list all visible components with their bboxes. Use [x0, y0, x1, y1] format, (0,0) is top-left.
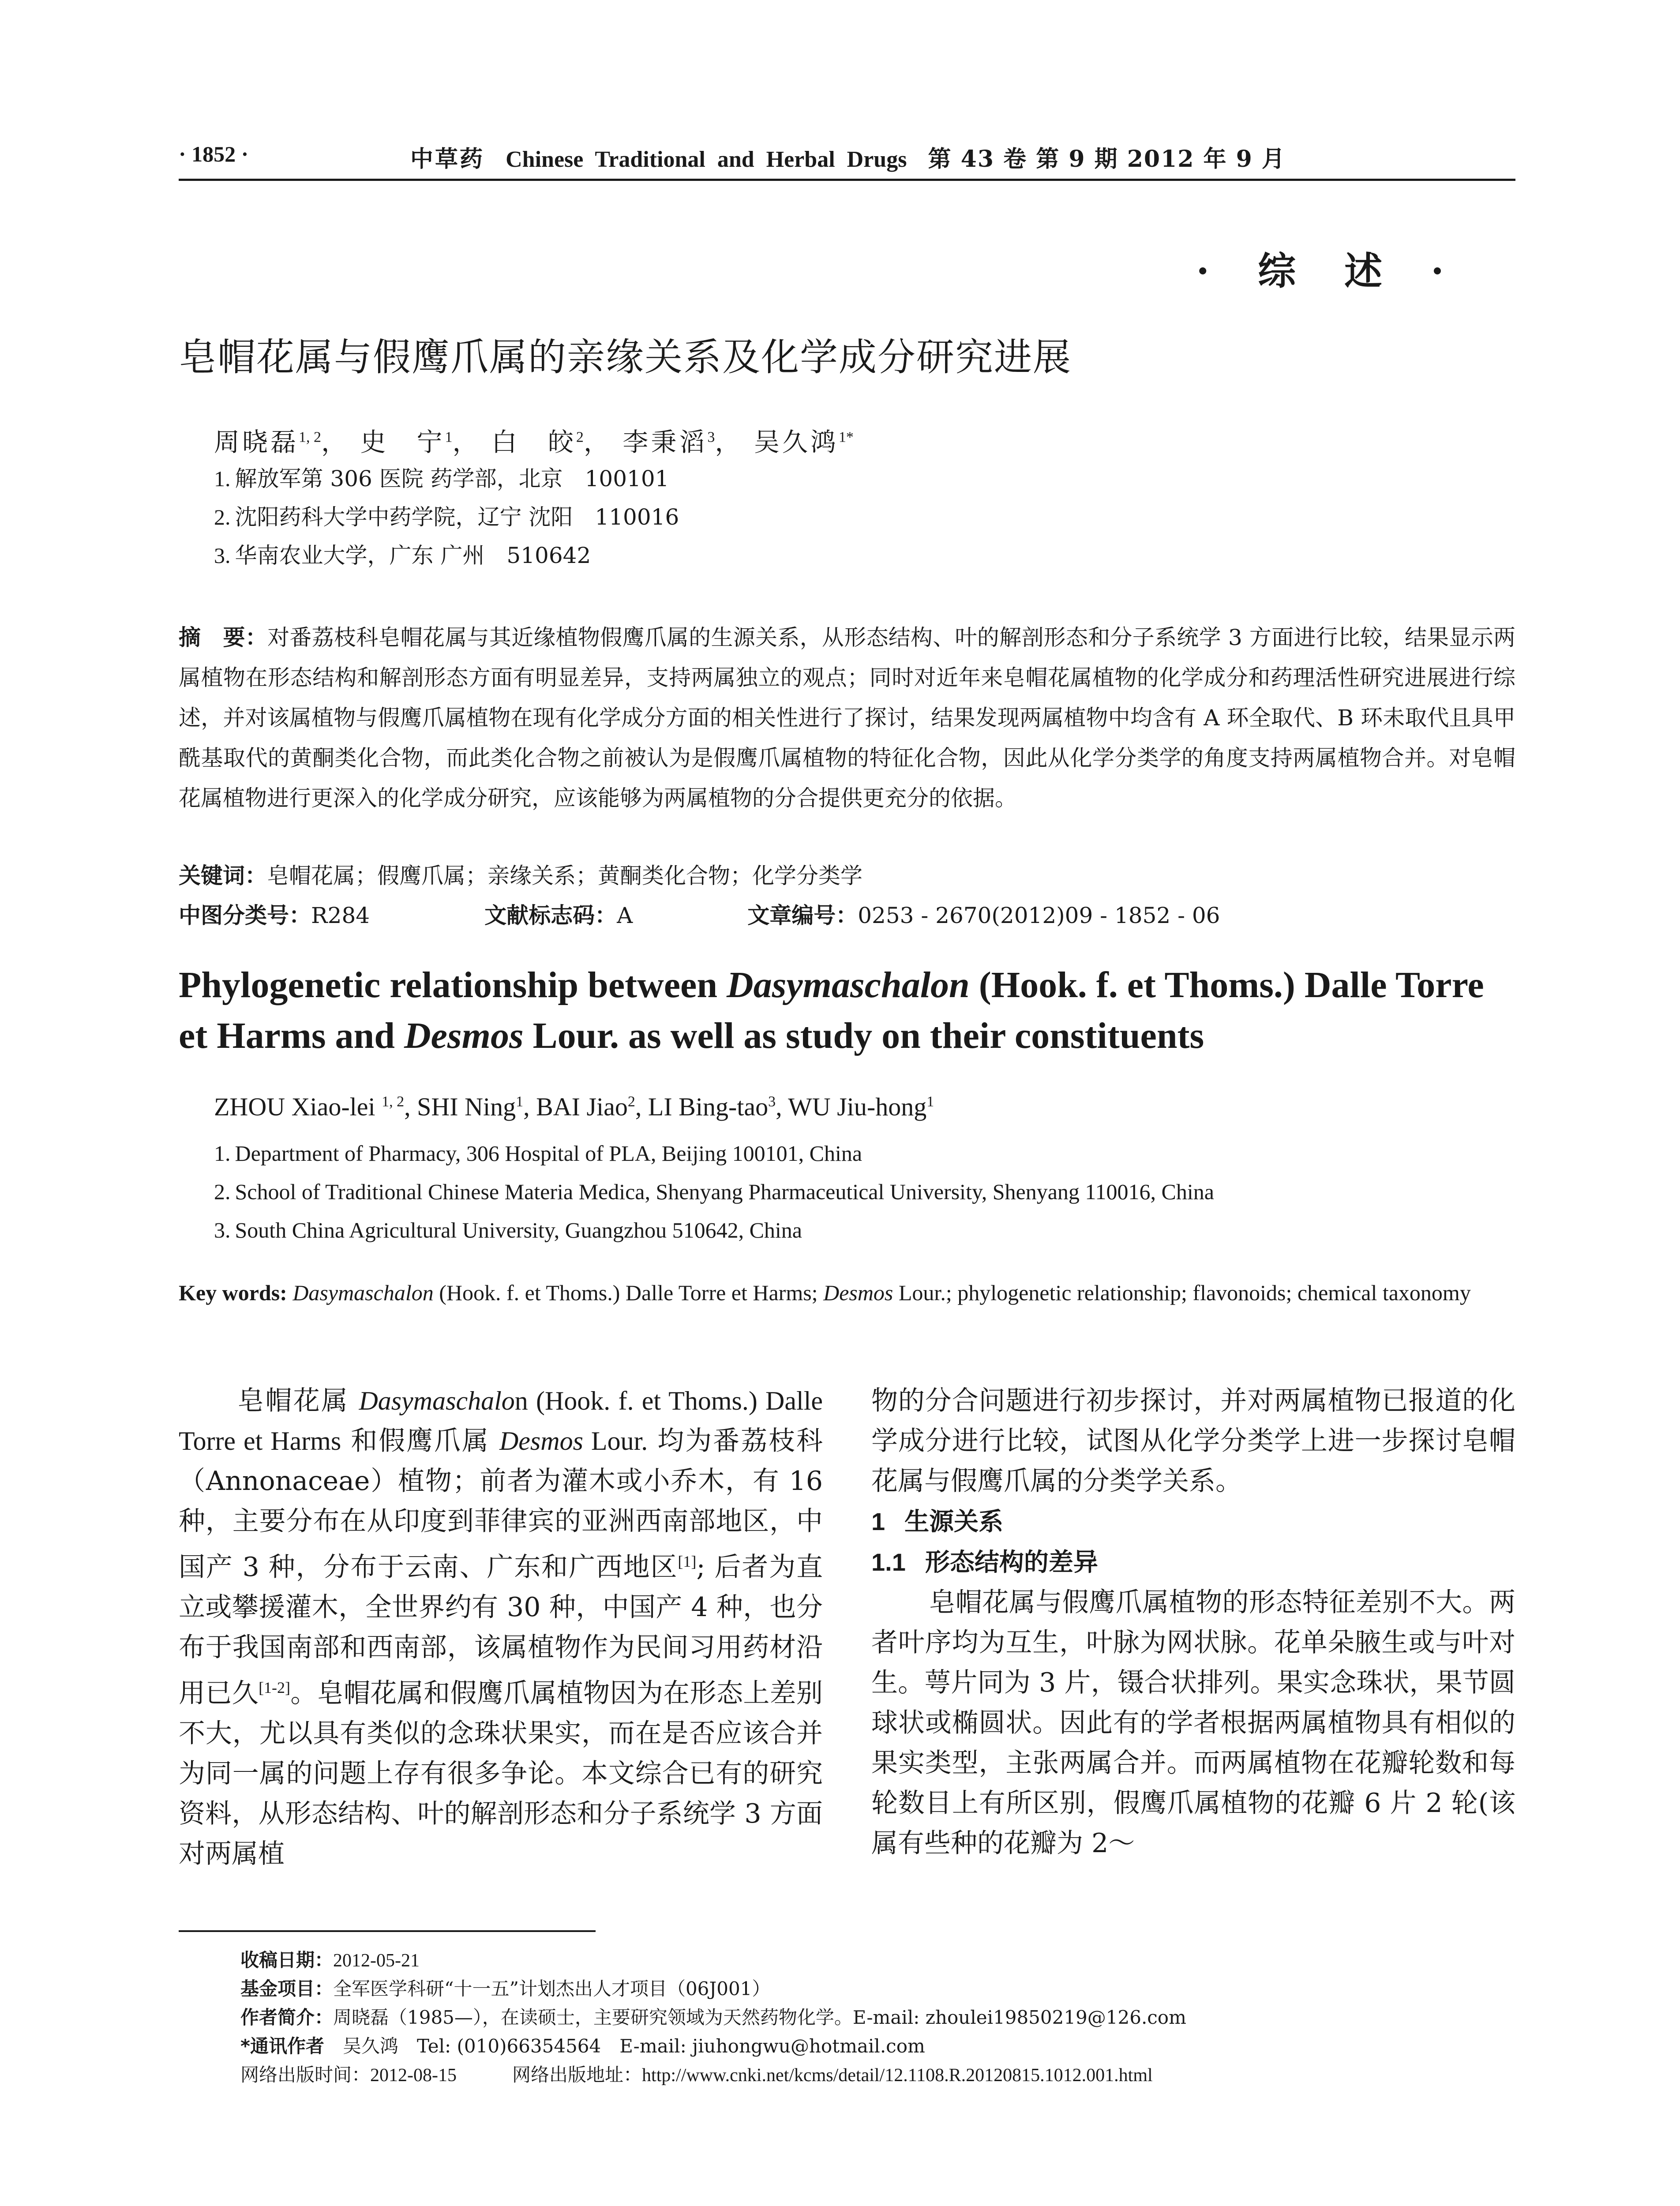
- body-paragraph: [871, 1583, 1515, 1864]
- affiliation-cn: [214, 499, 679, 531]
- keyword-genus: Dasymaschalon: [292, 1280, 434, 1305]
- clc-label: 中图分类号：: [179, 903, 311, 928]
- doc-code-label: 文献标志码：: [484, 903, 617, 928]
- title-en-genus: Desmos: [404, 1015, 524, 1056]
- author-separator: ,: [404, 1092, 417, 1121]
- affiliation-en: [214, 1217, 802, 1243]
- title-en-text: Lour. as well as study on their constituents: [523, 1015, 1204, 1056]
- online-url-link[interactable]: http://www.cnki.net/kcms/detail/12.1108.R.20120815.1012.001.html: [642, 2065, 1153, 2086]
- footnote-label: 作者简介：: [240, 2007, 334, 2028]
- article-no-label: 文章编号：: [747, 903, 858, 928]
- body-text: 。皂帽花属和假鹰爪属植物因为在形态上差别不大，尤以具有类似的念珠状果实，而在是否应该合并为同一属的问题上存有很多争论。本文综合已有的研究资料，从形态结构、叶的解剖形态和分子系统学 3 方面对两属植: [179, 1678, 823, 1869]
- keywords-label: 关键词：: [179, 863, 267, 889]
- affiliation-cn: [214, 538, 591, 570]
- body-paragraph: 物的分合问题进行初步探讨，并对两属植物已报道的化学成分进行比较，试图从化学分类学上进一步探讨皂帽花属与假鹰爪属的分类学关系。: [871, 1385, 1515, 1497]
- keywords-en-text: (Hook. f. et Thoms.) Dalle Torre et Harms;: [433, 1280, 824, 1305]
- doc-code-value: A: [617, 903, 633, 928]
- genus-name: Dasymaschalo: [359, 1386, 515, 1415]
- body-text: n (Hook. f. et Thoms.) Dalle Torre et Harms: [179, 1386, 823, 1456]
- footnote-value: 全军医学科研“十一五”计划杰出人才项目（06J001）: [333, 1978, 771, 2000]
- author-name: 白 皎: [491, 427, 576, 457]
- footnote-label: 基金项目：: [240, 1978, 334, 2000]
- affiliation-number: 3.: [214, 1218, 231, 1242]
- keywords-en: [179, 1273, 1515, 1313]
- author-name: 周晓磊: [214, 427, 299, 457]
- footnote-author: [240, 2003, 1186, 2030]
- keyword-genus: Desmos: [823, 1280, 893, 1305]
- abstract-cn: [179, 618, 1515, 818]
- section-heading: [871, 1501, 1515, 1542]
- body-text: 和假鹰爪属: [341, 1426, 499, 1456]
- footnote-received: [240, 1946, 420, 1972]
- author-affil-mark: 1: [516, 1093, 524, 1110]
- body-column-left: [179, 1381, 823, 1874]
- body-text: 皂帽花属与假鹰爪属植物的形态特征差别不大。两者叶序均为互生，叶脉为网状脉。花单朵腋生或与叶对生。萼片同为 3 片，镊合状排列。果实念珠状，果节圆球状或椭圆状。因此有的学者根据两属植物具有相似的果实类型，主张两属合并。而两属植物在花瓣轮数和每轮数目上有所区别，假鹰爪属植物的花瓣 6 片 2 轮(该属有些种的花瓣为 2～: [871, 1587, 1515, 1859]
- body-text: ; 后者为直立或攀援灌木，全世界约有 30 种，中国产 4 种，也分布于我国南部和西南部，该属植物作为民间习用药材沿用已久: [179, 1552, 823, 1709]
- section-number: 1.1: [871, 1548, 906, 1576]
- subsection-heading: [871, 1542, 1515, 1583]
- author-separator: ,: [776, 1092, 788, 1121]
- affiliation-text: 沈阳药科大学中药学院，辽宁 沈阳 110016: [235, 504, 679, 530]
- body-paragraph: [179, 1381, 823, 1874]
- affiliation-cn: [214, 461, 669, 493]
- footnote-value: 2012-05-21: [333, 1951, 420, 1971]
- author-name: 史 宁: [360, 427, 445, 457]
- footnote-value: 吴久鸿 Tel: (010)66354564 E-mail: jiuhongwu@hotmail.com: [342, 2035, 925, 2057]
- author-name: LI Bing-tao: [648, 1092, 769, 1121]
- affiliation-number: 2.: [214, 505, 231, 529]
- authors-en: [214, 1092, 934, 1122]
- title-en-genus: Dasymaschalon: [727, 964, 970, 1005]
- title-en-text: (Hook. f. et Thoms.) Dalle Torre et Harms and: [179, 964, 1484, 1056]
- affiliation-en: [214, 1179, 1214, 1204]
- affiliation-number: 1.: [214, 466, 231, 491]
- classification-line: [179, 898, 1220, 930]
- title-en: [179, 960, 1515, 1061]
- genus-name: Desmos: [499, 1426, 583, 1456]
- footnote-online: [240, 2060, 1153, 2087]
- footnote-corresponding: [240, 2032, 925, 2058]
- footnote-fund: [240, 1974, 770, 2001]
- author-affil-mark: 1*: [838, 429, 854, 446]
- footnote-rule: [179, 1930, 596, 1932]
- section-title: 生源关系: [904, 1508, 1004, 1536]
- affiliation-text: 华南农业大学，广东 广州 510642: [235, 543, 591, 568]
- body-text: 均为番荔枝科（Annonaceae）植物；前者为灌木或小乔木，有 16 种，主要分布在从印度到菲律宾的亚洲西南部地区，中国产 3 种，分布于云南、广东和广西地区: [179, 1426, 823, 1583]
- footnote-label: 收稿日期：: [240, 1949, 334, 1971]
- clc-value: R284: [311, 903, 370, 928]
- footnote-label: 网络出版时间：: [240, 2064, 371, 2086]
- author-affil-mark: 3: [707, 429, 715, 446]
- affiliation-en: [214, 1141, 862, 1166]
- section-tag: · 综 述 ·: [1196, 249, 1462, 293]
- author-affil-mark: 1: [926, 1093, 934, 1110]
- abstract-label: 摘 要：: [179, 625, 268, 650]
- author-name: BAI Jiao: [536, 1092, 628, 1121]
- author-name: 李秉滔: [622, 427, 708, 457]
- author-affil-mark: 2: [576, 429, 584, 446]
- author-affil-mark: 1: [445, 429, 453, 446]
- page-number: · 1852 ·: [179, 142, 249, 166]
- body-text: 皂帽花属: [236, 1385, 359, 1416]
- author-affil-mark: 3: [768, 1093, 776, 1110]
- affiliation-text: 解放军第 306 医院 药学部，北京 100101: [235, 466, 669, 491]
- author-affil-mark: 2: [627, 1093, 635, 1110]
- journal-name-en: Chinese Traditional and Herbal Drugs: [506, 147, 907, 172]
- author-separator: ,: [635, 1092, 648, 1121]
- affiliation-text: School of Traditional Chinese Materia Medica, Shenyang Pharmaceutical University, Shenyang 110016, China: [235, 1179, 1214, 1204]
- citation-ref: [1]: [678, 1553, 697, 1570]
- keywords-en-label: Key words:: [179, 1280, 287, 1305]
- keywords-text: 皂帽花属；假鹰爪属；亲缘关系；黄酮类化合物；化学分类学: [267, 863, 862, 889]
- affiliation-number: 2.: [214, 1179, 231, 1204]
- author-name: ZHOU Xiao-lei: [214, 1092, 375, 1121]
- journal-header: [410, 140, 1286, 173]
- citation-ref: [1-2]: [259, 1679, 291, 1696]
- author-affil-mark: 1, 2: [299, 429, 322, 446]
- section-title: 形态结构的差异: [925, 1548, 1098, 1577]
- title-cn: 皂帽花属与假鹰爪属的亲缘关系及化学成分研究进展: [179, 335, 1072, 379]
- body-text: Lour.: [583, 1426, 648, 1456]
- footnote-value: 2012-08-15: [370, 2065, 457, 2086]
- footnote-label: 网络出版地址：: [512, 2064, 642, 2086]
- section-number: 1: [871, 1508, 885, 1535]
- keywords-en-text: Lour.; phylogenetic relationship; flavonoids; chemical taxonomy: [893, 1280, 1471, 1305]
- affiliation-text: Department of Pharmacy, 306 Hospital of PLA, Beijing 100101, China: [235, 1141, 862, 1166]
- body-column-right: [871, 1381, 1515, 1864]
- author-name: SHI Ning: [417, 1092, 516, 1121]
- footnote-label: *通讯作者: [240, 2035, 324, 2057]
- footnote-value: 周晓磊（1985—），在读硕士，主要研究领域为天然药物化学。E-mail: zhoulei19850219@126.com: [333, 2007, 1186, 2028]
- author-affil-mark: 1, 2: [382, 1093, 405, 1110]
- journal-issue: 第 43 卷 第 9 期 2012 年 9 月: [928, 146, 1286, 173]
- article-no-value: 0253 - 2670(2012)09 - 1852 - 06: [858, 903, 1220, 928]
- abstract-text: 对番荔枝科皂帽花属与其近缘植物假鹰爪属的生源关系，从形态结构、叶的解剖形态和分子系统学 3 方面进行比较，结果显示两属植物在形态结构和解剖形态方面有明显差异，支持两属独立的观点；同时对近年来皂帽花属植物的化学成分和药理活性研究进展进行综述，并对该属植物与假鹰爪属植物在现有化学成分方面的相关性进行了探讨，结果发现两属植物中均含有 A 环全取代、B 环未取代且具甲酰基取代的黄酮类化合物，而此类化合物之前被认为是假鹰爪属植物的特征化合物，因此从化学分类学的角度支持两属植物合并。对皂帽花属植物进行更深入的化学成分研究，应该能够为两属植物的分合提供更充分的依据。: [179, 625, 1515, 811]
- keywords-cn: [179, 858, 862, 890]
- journal-name-cn: 中草药: [410, 146, 485, 173]
- authors-cn: 周晓磊$^{1, 2}$， 史 宁$^1$， 白 皎$^2$， 李秉滔$^3$， 吴久鸿$^{1*}$: [214, 427, 854, 457]
- affiliation-number: 3.: [214, 543, 231, 568]
- affiliation-number: 1.: [214, 1141, 231, 1166]
- author-separator: ,: [523, 1092, 536, 1121]
- title-en-text: Phylogenetic relationship between: [179, 964, 727, 1005]
- author-name: 吴久鸿: [754, 427, 839, 457]
- author-name: WU Jiu-hong: [788, 1092, 927, 1121]
- affiliation-text: South China Agricultural University, Guangzhou 510642, China: [235, 1218, 802, 1242]
- header-rule: [179, 179, 1515, 181]
